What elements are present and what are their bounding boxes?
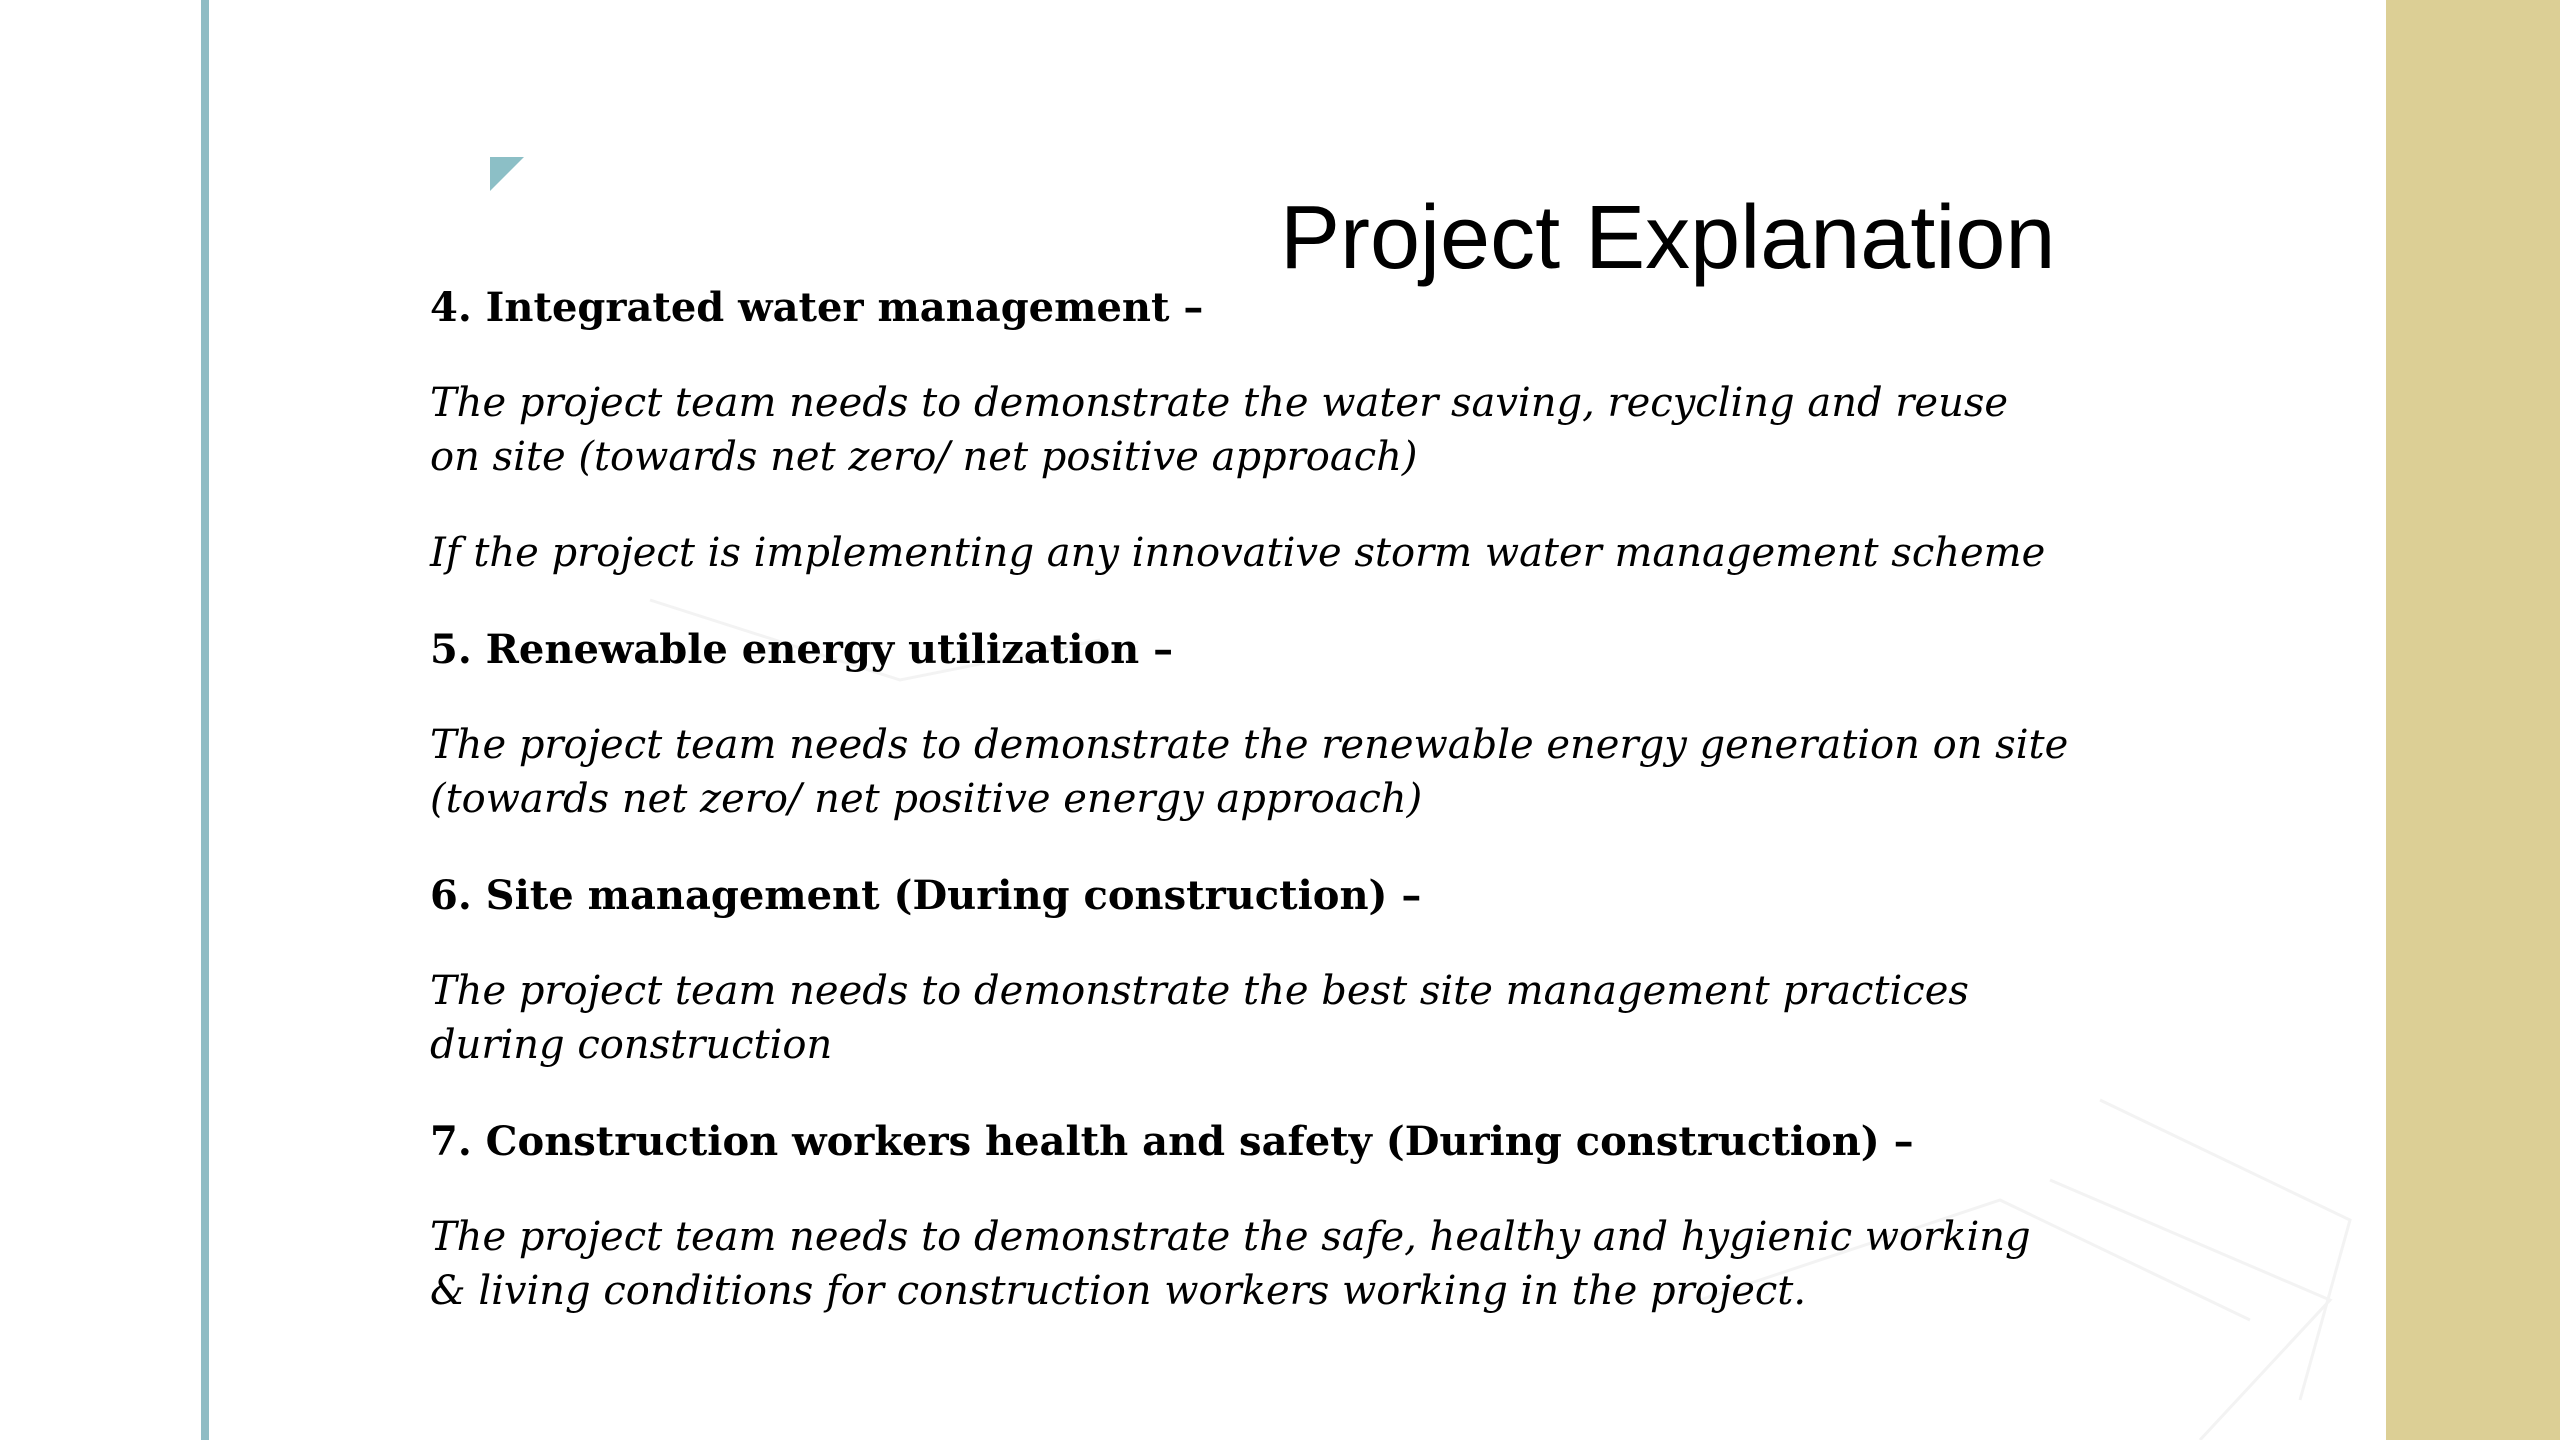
- section-heading-energy: 5. Renewable energy utilization –: [430, 626, 1174, 673]
- section-paragraph: The project team needs to demonstrate the best site management practices during construction: [430, 968, 1969, 1068]
- triangle-corner-icon: [490, 157, 524, 191]
- section-paragraph: The project team needs to demonstrate the water saving, recycling and reuse on site (towards net zero/ net positive approach): [430, 380, 2009, 480]
- section-heading-water: 4. Integrated water management –: [430, 284, 1204, 331]
- left-accent-bar: [201, 0, 209, 1440]
- section-paragraph: The project team needs to demonstrate the safe, healthy and hygienic working & living conditions for construction workers working in the project.: [430, 1214, 2031, 1314]
- section-heading-health-safety: 7. Construction workers health and safety (During construction) –: [430, 1118, 1914, 1165]
- section-heading-site-management: 6. Site management (During construction) –: [430, 872, 1422, 919]
- section-paragraph: If the project is implementing any innovative storm water management scheme: [430, 530, 2046, 576]
- right-accent-band: [2386, 0, 2560, 1440]
- slide-title: Project Explanation: [1280, 188, 2056, 288]
- slide-content: [430, 280, 2070, 1318]
- section-paragraph: The project team needs to demonstrate the renewable energy generation on site (towards net zero/ net positive energy approach): [430, 722, 2069, 822]
